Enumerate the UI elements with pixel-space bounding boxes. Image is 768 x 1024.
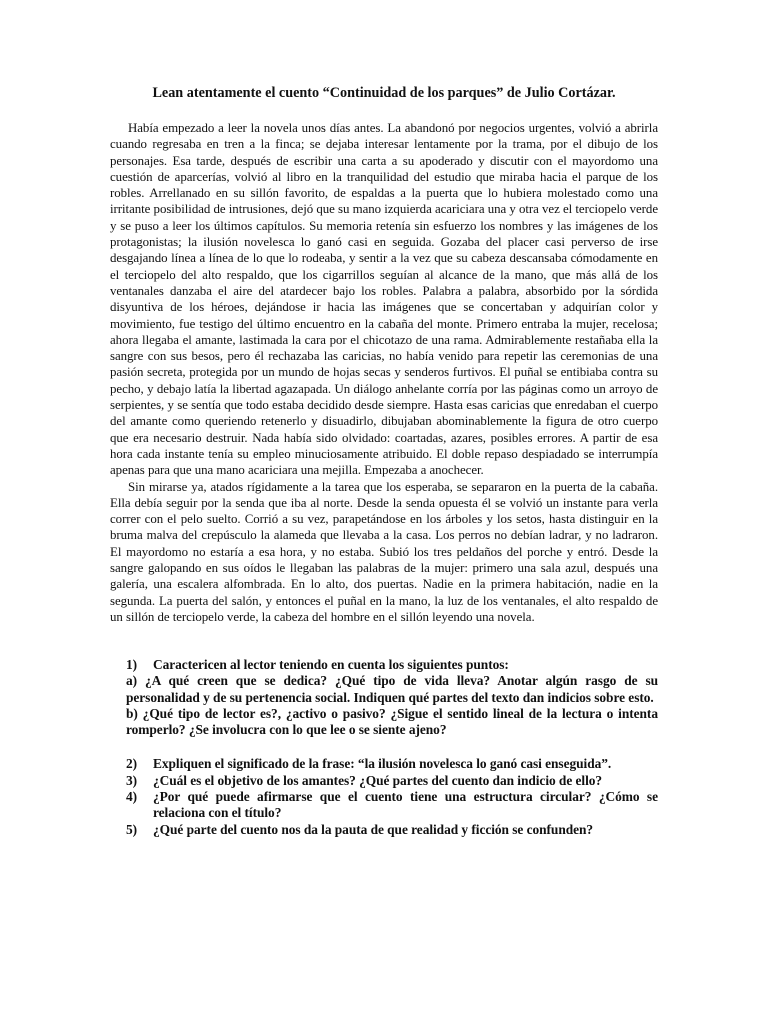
question-text: Caractericen al lector teniendo en cuenta los siguientes puntos: [153,657,509,672]
question-text: Expliquen el significado de la frase: “la ilusión novelesca lo ganó casi enseguida”. [153,756,612,772]
question-4 [126,789,658,822]
questions-list [126,657,658,838]
story-text [110,120,658,625]
question-1-sub-a: a) ¿A qué creen que se dedica? ¿Qué tipo de vida lleva? Anotar algún rasgo de su personalidad y de su pertenencia social. Indiquen qué partes del texto dan indicios sobre esto. [126,673,658,705]
question-number: 1) [126,657,138,672]
question-5 [126,822,658,838]
question-number: 5) [126,821,138,837]
story-paragraph-1: Había empezado a leer la novela unos días antes. La abandonó por negocios urgentes, volvió a abrirla cuando regresaba en tren a la finca; se dejaba interesar lentamente por la trama, por el dibujo de los personajes. Esa tarde, después de escribir una carta a su apoderado y discutir con el mayordomo una cuestión de aparcerías, volvió al libro en la tranquilidad del estudio que miraba hacia el parque de los robles. Arrellanado en su sillón favorito, de espaldas a la puerta que lo hubiera molestado como una irritante posibilidad de intrusiones, dejó que su mano izquierda acariciara una y otra vez el terciopelo verde y se puso a leer los últimos capítulos. Su memoria retenía sin esfuerzo los nombres y las imágenes de los protagonistas; la ilusión novelesca lo ganó casi en seguida. Gozaba del placer casi perverso de irse desgajando línea a línea de lo que lo rodeaba, y sentir a la vez que su cabeza descansaba cómodamente en el terciopelo del alto respaldo, que los cigarrillos seguían al alcance de la mano, que más allá de los ventanales danzaba el aire del atardecer bajo los robles. Palabra a palabra, absorbido por la sórdida disyuntiva de los héroes, dejándose ir hacia las imágenes que se concertaban y adquirían color y movimiento, fue testigo del último encuentro en la cabaña del monte. Primero entraba la mujer, recelosa; ahora llegaba el amante, lastimada la cara por el chicotazo de una rama. Admirablemente restañaba ella la sangre con sus besos, pero él rechazaba las caricias, no había venido para repetir las ceremonias de una pasión secreta, protegida por un mundo de hojas secas y senderos furtivos. El puñal se entibiaba contra su pecho, y debajo latía la libertad agazapada. Un diálogo anhelante corría por las páginas como un arroyo de serpientes, y se sentía que todo estaba decidido desde siempre. Hasta esas caricias que enredaban el cuerpo del amante como queriendo retenerlo y disuadirlo, dibujaban abominablemente la figura de otro cuerpo que era necesario destruir. Nada había sido olvidado: coartadas, azares, posibles errores. A partir de esa hora cada instante tenía su empleo minuciosamente atribuido. El doble repaso despiadado se interrumpía apenas para que una mano acariciara una mejilla. Empezaba a anochecer. [110,121,658,478]
question-text: ¿Qué parte del cuento nos da la pauta de que realidad y ficción se confunden? [153,821,594,837]
question-number: 2) [126,756,138,772]
question-number: 3) [126,772,138,788]
question-3 [126,773,658,789]
question-text: ¿Por qué puede afirmarse que el cuento tiene una estructura circular? ¿Cómo se relaciona con el título? [153,789,658,821]
question-number: 4) [126,789,138,805]
story-paragraph-2: Sin mirarse ya, atados rígidamente a la tarea que los esperaba, se separaron en la puerta de la cabaña. Ella debía seguir por la senda que iba al norte. Desde la senda opuesta él se volvió un instante para verla correr con el pelo suelto. Corrió a su vez, parapetándose en los árboles y los setos, hasta distinguir en la bruma malva del crepúsculo la alameda que llevaba a la casa. Los perros no debían ladrar, y no ladraron. El mayordomo no estaría a esa hora, y no estaba. Subió los tres peldaños del porche y entró. Desde la sangre galopando en sus oídos le llegaban las palabras de la mujer: primero una sala azul, después una galería, una escalera alfombrada. En lo alto, dos puertas. Nadie en la primera habitación, nadie en la segunda. La puerta del salón, y entonces el puñal en la mano, la luz de los ventanales, el alto respaldo de un sillón de terciopelo verde, la cabeza del hombre en el sillón leyendo una novela. [110,479,658,624]
question-1-sub-b: b) ¿Qué tipo de lector es?, ¿activo o pasivo? ¿Sigue el sentido lineal de la lectura o intenta romperlo? ¿Se involucra con lo que lee o se siente ajeno? [126,705,658,738]
question-2 [126,756,658,772]
question-1 [126,657,658,673]
document-title: Lean atentamente el cuento “Continuidad de los parques” de Julio Cortázar. [152,85,616,101]
question-text: ¿Cuál es el objetivo de los amantes? ¿Qué partes del cuento dan indicio de ello? [153,772,603,788]
